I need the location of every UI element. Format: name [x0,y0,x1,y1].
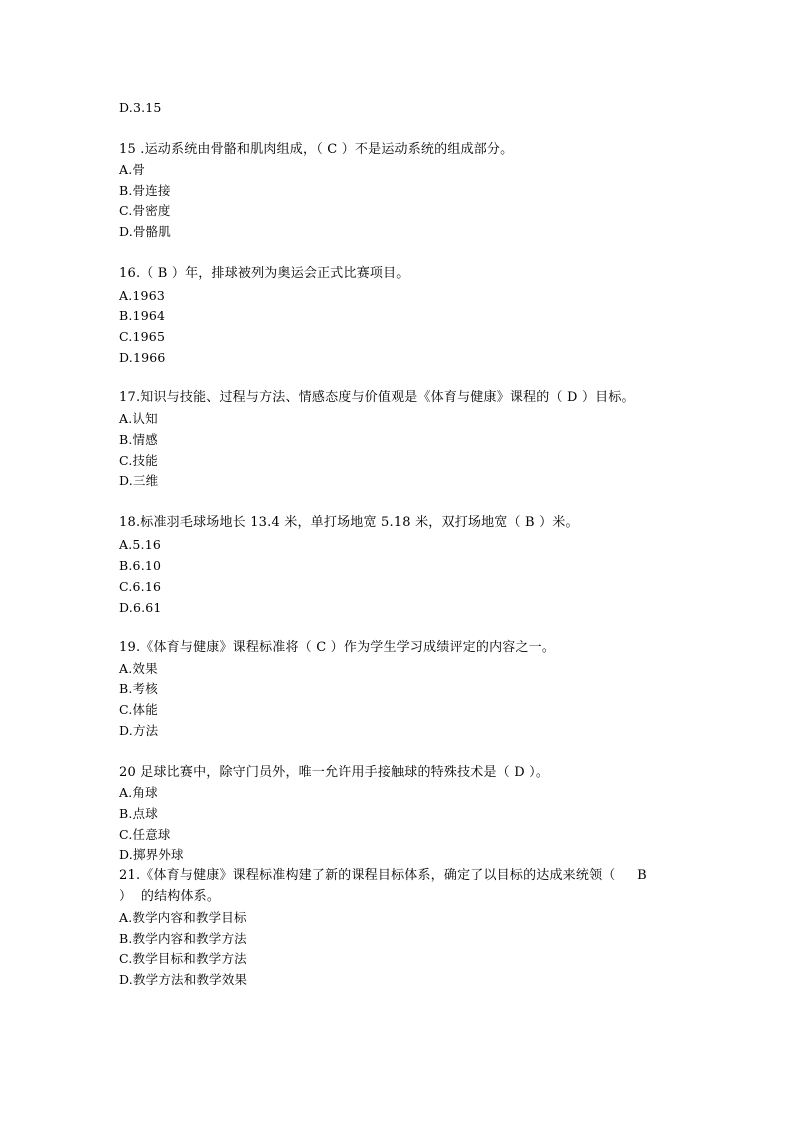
option-c-q15: C.骨密度 [119,203,171,218]
option-b-q16: B.1964 [119,308,166,323]
option-a-q15: A.骨 [119,162,146,177]
option-a-q19: A.效果 [119,661,158,676]
question-21: 21.《体育与健康》课程标准构建了新的课程目标体系，确定了以目标的达成来统领（ B [119,868,647,883]
option-c-q18: C.6.16 [119,579,162,594]
question-20: 20 足球比赛中，除守门员外，唯一允许用手接触球的特殊技术是（ D ）。 [119,765,550,780]
option-a-q17: A.认知 [119,411,158,426]
question-16: 16.（ B ）年，排球被列为奥运会正式比赛项目。 [119,266,410,281]
option-a-q21: A.教学内容和教学目标 [119,910,247,925]
option-b-q15: B.骨连接 [119,183,171,198]
option-c-q20: C.任意球 [119,827,171,842]
option-b-q21: B.教学内容和教学方法 [119,931,247,946]
option-b-q20: B.点球 [119,806,158,821]
option-b-q18: B.6.10 [119,558,162,573]
option-c-q17: C.技能 [119,453,158,468]
question-21-continued: ） 的结构体系。 [119,889,221,904]
option-b-q17: B.情感 [119,432,158,447]
option-c-q16: C.1965 [119,329,166,344]
option-c-q21: C.教学目标和教学方法 [119,951,247,966]
option-d-q19: D.方法 [119,723,159,738]
option-d-q14: D.3.15 [119,100,162,115]
question-15: 15 .运动系统由骨骼和肌肉组成，（ C ）不是运动系统的组成部分。 [119,142,514,157]
option-d-q16: D.1966 [119,350,166,365]
question-19: 19.《体育与健康》课程标准将（ C ）作为学生学习成绩评定的内容之一。 [119,640,556,655]
option-c-q19: C.体能 [119,702,158,717]
question-18: 18.标准羽毛球场地长 13.4 米，单打场地宽 5.18 米，双打场地宽（ B ）米。 [119,515,579,530]
option-a-q20: A.角球 [119,785,158,800]
option-d-q18: D.6.61 [119,600,162,615]
option-a-q18: A.5.16 [119,537,162,552]
option-d-q17: D.三维 [119,473,159,488]
option-a-q16: A.1963 [119,288,166,303]
option-d-q20: D.掷界外球 [119,847,184,862]
question-17: 17.知识与技能、过程与方法、情感态度与价值观是《体育与健康》课程的（ D ）目标。 [119,390,635,405]
option-b-q19: B.考核 [119,681,158,696]
option-d-q21: D.教学方法和教学效果 [119,972,248,987]
option-d-q15: D.骨骼肌 [119,224,172,239]
